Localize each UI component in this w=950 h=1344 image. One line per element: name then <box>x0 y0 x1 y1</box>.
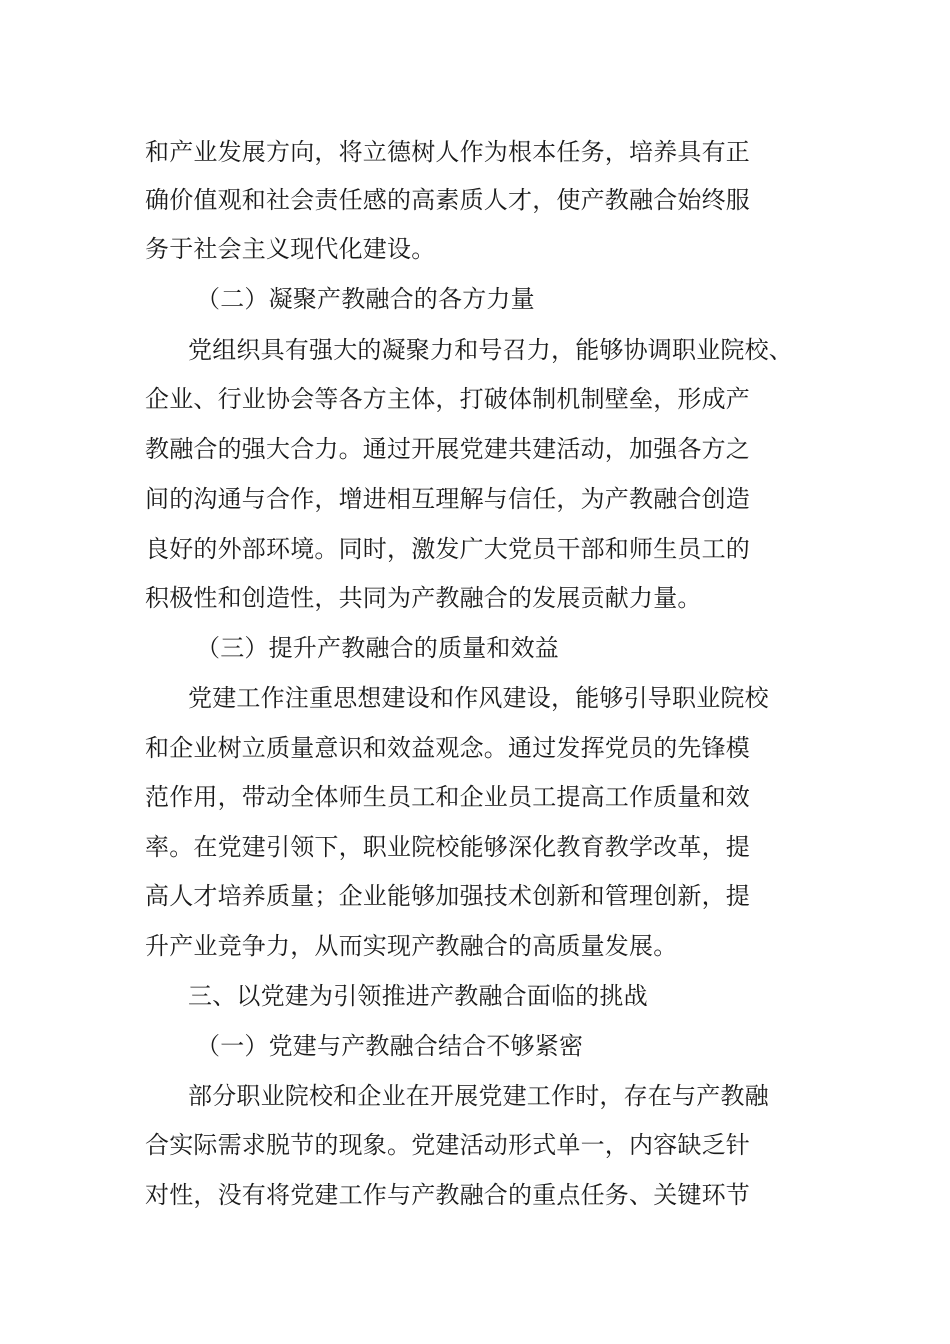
body-text-line: 合实际需求脱节的现象。党建活动形式单一，内容缺乏针 <box>145 1131 750 1159</box>
section-subheading: （三）提升产教融合的质量和效益 <box>196 634 559 662</box>
body-text-line: 积极性和创造性，共同为产教融合的发展贡献力量。 <box>145 584 702 612</box>
body-text-line: 务于社会主义现代化建设。 <box>145 235 436 263</box>
body-text-line: 和产业发展方向，将立德树人作为根本任务，培养具有正 <box>145 138 750 166</box>
body-text-line: 企业、行业协会等各方主体，打破体制机制壁垒，形成产 <box>145 385 750 413</box>
section-subheading: （二）凝聚产教融合的各方力量 <box>196 285 535 313</box>
body-text-line: 范作用，带动全体师生员工和企业员工提高工作质量和效 <box>145 783 750 811</box>
body-text-line: 确价值观和社会责任感的高素质人才，使产教融合始终服 <box>145 186 750 214</box>
section-heading: 三、以党建为引领推进产教融合面临的挑战 <box>188 982 648 1010</box>
body-text-line: 对性，没有将党建工作与产教融合的重点任务、关键环节 <box>145 1181 750 1209</box>
body-text-line: 部分职业院校和企业在开展党建工作时，存在与产教融 <box>188 1082 769 1110</box>
body-text-line: 良好的外部环境。同时，激发广大党员干部和师生员工的 <box>145 535 750 563</box>
body-text-line: 间的沟通与合作，增进相互理解与信任，为产教融合创造 <box>145 485 750 513</box>
section-subheading: （一）党建与产教融合结合不够紧密 <box>196 1032 584 1060</box>
body-text-line: 和企业树立质量意识和效益观念。通过发挥党员的先锋模 <box>145 734 750 762</box>
body-text-line: 党组织具有强大的凝聚力和号召力，能够协调职业院校、 <box>188 336 793 364</box>
body-text-line: 教融合的强大合力。通过开展党建共建活动，加强各方之 <box>145 435 750 463</box>
body-text-line: 党建工作注重思想建设和作风建设，能够引导职业院校 <box>188 684 769 712</box>
body-text-line: 高人才培养质量；企业能够加强技术创新和管理创新，提 <box>145 882 750 910</box>
body-text-line: 升产业竞争力，从而实现产教融合的高质量发展。 <box>145 932 678 960</box>
body-text-line: 率。在党建引领下，职业院校能够深化教育教学改革，提 <box>145 833 750 861</box>
